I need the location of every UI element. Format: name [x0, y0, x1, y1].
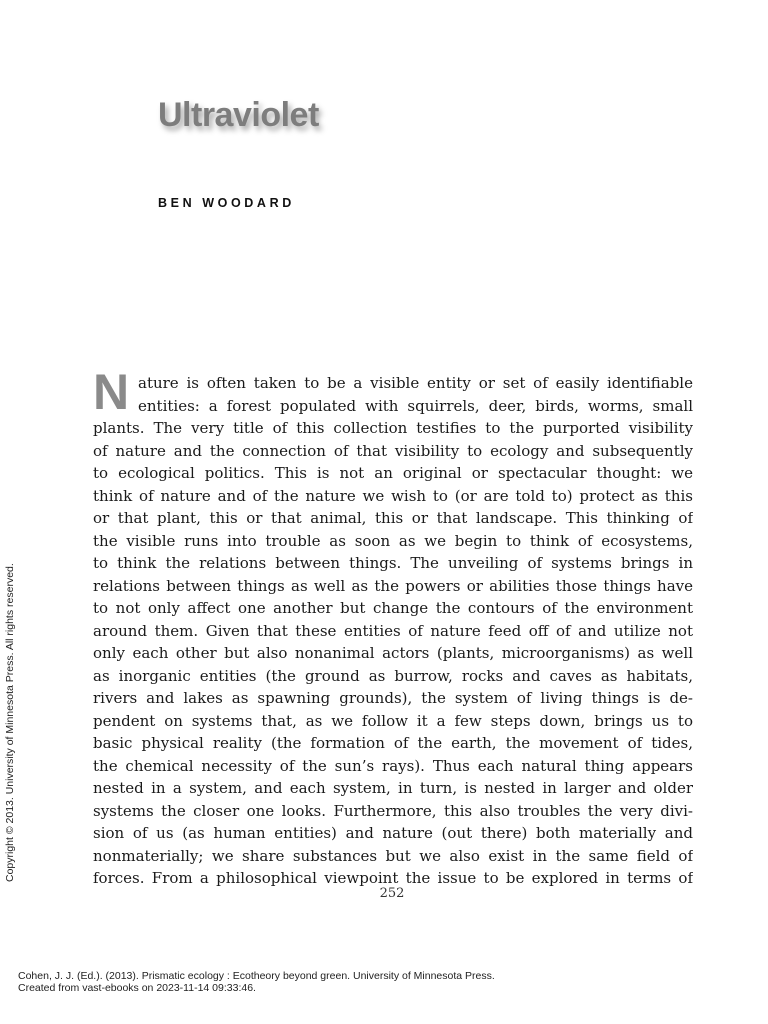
- body-line: around them. Given that these entities of nature feed off of and utilize not: [93, 621, 693, 640]
- body-line: rivers and lakes as spawning grounds), the system of living things is de-: [93, 689, 693, 707]
- body-line: or that plant, this or that animal, this or that landscape. This thinking of: [93, 509, 693, 527]
- body-line: systems the closer one looks. Furthermore, this also troubles the very divi-: [93, 801, 693, 820]
- copyright-notice: Copyright © 2013. University of Minnesota Press. All rights reserved.: [4, 563, 16, 882]
- body-line: ature is often taken to be a visible entity or set of easily identifiable: [138, 374, 693, 392]
- body-line: forces. From a philosophical viewpoint the issue to be explored in terms of: [93, 869, 693, 887]
- body-line: think of nature and of the nature we wish to (or are told to) protect as this: [93, 486, 693, 505]
- citation-line: Cohen, J. J. (Ed.). (2013). Prismatic ecology : Ecotheory beyond green. University of Minnesota Press.: [18, 970, 495, 982]
- body-line: pendent on systems that, as we follow it a few steps down, brings us to: [93, 711, 693, 730]
- drop-cap: N: [93, 364, 130, 420]
- body-line: the chemical necessity of the sun’s rays). Thus each natural thing appears: [93, 756, 693, 775]
- body-line: nonmaterially; we share substances but we also exist in the same field of: [93, 846, 693, 865]
- chapter-title: Ultraviolet: [158, 96, 319, 134]
- body-line: nested in a system, and each system, in turn, is nested in larger and older: [93, 779, 693, 797]
- body-line: as inorganic entities (the ground as burrow, rocks and caves as habitats,: [93, 666, 693, 685]
- body-line: to not only affect one another but change the contours of the environment: [93, 599, 693, 617]
- body-line: relations between things as well as the powers or abilities those things have: [93, 576, 693, 595]
- body-line: only each other but also nonanimal actors (plants, microorganisms) as well: [93, 644, 693, 662]
- body-line: sion of us (as human entities) and nature (out there) both materially and: [93, 824, 693, 842]
- body-line: plants. The very title of this collection testifies to the purported visibility: [93, 419, 693, 437]
- body-line: to think the relations between things. The unveiling of systems brings in: [93, 554, 693, 572]
- body-line: entities: a forest populated with squirrels, deer, birds, worms, small: [138, 396, 693, 415]
- body-line: basic physical reality (the formation of the earth, the movement of tides,: [93, 734, 693, 752]
- chapter-author: BEN WOODARD: [158, 196, 295, 210]
- body-line: of nature and the connection of that visibility to ecology and subsequently: [93, 441, 693, 460]
- body-line: the visible runs into trouble as soon as we begin to think of ecosystems,: [93, 531, 693, 550]
- body-text: [93, 364, 693, 890]
- citation-footer: [18, 970, 495, 994]
- body-line: to ecological politics. This is not an original or spectacular thought: we: [93, 464, 693, 482]
- page-number: 252: [379, 886, 405, 901]
- citation-line: Created from vast-ebooks on 2023-11-14 09:33:46.: [18, 982, 256, 994]
